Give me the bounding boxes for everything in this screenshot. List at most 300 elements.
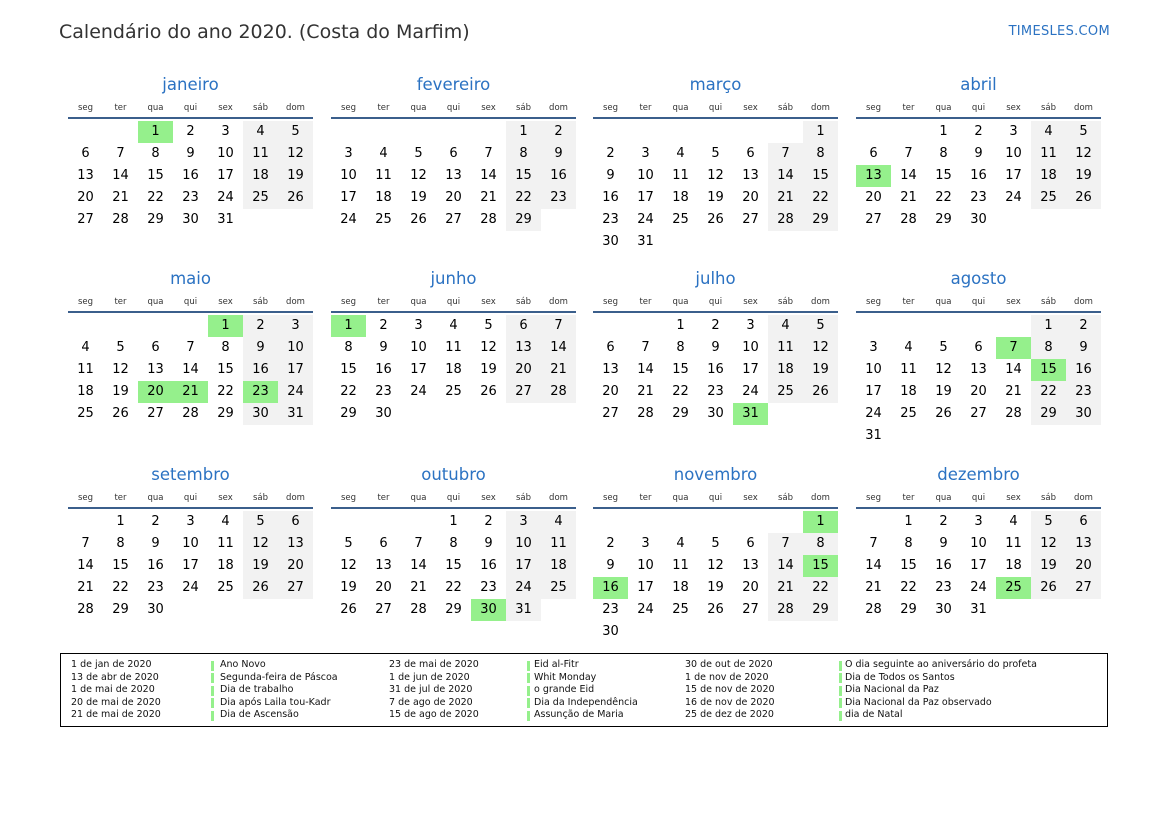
day-cell: 13 [375, 558, 392, 573]
day-cell: 3 [746, 318, 755, 333]
month-header-rule [331, 117, 576, 119]
day-cell: 14 [410, 558, 427, 573]
day-cell: 2 [606, 536, 615, 551]
day-cell: 5 [711, 146, 720, 161]
day-cell: 21 [768, 187, 803, 209]
day-cell: 29 [340, 406, 357, 421]
day-cell: 8 [151, 146, 160, 161]
day-cell: 21 [541, 359, 576, 381]
day-cell: 7 [81, 536, 90, 551]
holiday-day-cell: 30 [471, 599, 506, 621]
weekday-label: sáb [1040, 103, 1057, 113]
day-cell: 27 [865, 212, 882, 227]
day-cell: 10 [637, 558, 654, 573]
weekday-label: sex [1006, 103, 1021, 113]
day-cell: 3 [221, 124, 230, 139]
day-cell: 20 [1066, 555, 1101, 577]
day-cell: 21 [112, 190, 129, 205]
weekday-label: sáb [1040, 297, 1057, 307]
day-cell: 7 [768, 143, 803, 165]
month-name: julho [695, 269, 736, 288]
day-cell: 29 [935, 212, 952, 227]
day-cell: 14 [541, 337, 576, 359]
weekday-label: sex [743, 493, 758, 503]
weekday-label: seg [602, 493, 619, 503]
weekday-label: sex [1006, 493, 1021, 503]
day-cell: 24 [506, 577, 541, 599]
day-cell: 26 [480, 384, 497, 399]
weekday-label: qui [446, 297, 461, 307]
month-name: dezembro [937, 465, 1020, 484]
day-cell: 6 [974, 340, 983, 355]
day-cell: 9 [1066, 337, 1101, 359]
legend-holiday-name: Dia Nacional da Paz [845, 684, 939, 695]
day-cell: 22 [803, 187, 838, 209]
day-cell: 30 [602, 624, 619, 639]
month-header-rule [68, 311, 313, 313]
weekday-label: dom [549, 297, 568, 307]
holiday-day-cell: 16 [593, 577, 628, 599]
day-cell: 1 [904, 514, 913, 529]
day-cell: 8 [803, 533, 838, 555]
day-cell: 28 [410, 602, 427, 617]
weekday-label: seg [865, 297, 882, 307]
day-cell: 29 [803, 209, 838, 231]
day-cell: 19 [707, 190, 724, 205]
legend-color-marker [839, 661, 842, 671]
day-cell: 29 [147, 212, 164, 227]
day-cell: 8 [344, 340, 353, 355]
weekday-label: qua [410, 297, 427, 307]
month-name: outubro [421, 465, 486, 484]
day-cell: 26 [1031, 577, 1066, 599]
weekday-label: dom [286, 103, 305, 113]
legend-holiday-name: Ano Novo [220, 659, 266, 670]
day-cell: 17 [340, 190, 357, 205]
day-cell: 12 [243, 533, 278, 555]
day-cell: 21 [77, 580, 94, 595]
day-cell: 16 [375, 362, 392, 377]
day-cell: 30 [147, 602, 164, 617]
day-cell: 27 [375, 602, 392, 617]
day-cell: 29 [672, 406, 689, 421]
day-cell: 17 [637, 190, 654, 205]
legend-holiday-name: Dia de Todos os Santos [845, 671, 955, 683]
day-cell: 22 [672, 384, 689, 399]
day-cell: 8 [1031, 337, 1066, 359]
day-cell: 20 [602, 384, 619, 399]
weekday-label: sáb [252, 297, 269, 307]
day-cell: 11 [900, 362, 917, 377]
day-cell: 12 [112, 362, 129, 377]
day-cell: 14 [637, 362, 654, 377]
day-cell: 18 [900, 384, 917, 399]
day-cell: 10 [1005, 146, 1022, 161]
day-cell: 31 [970, 602, 987, 617]
month-header-rule [593, 311, 838, 313]
site-link[interactable]: TIMESLES.COM [1008, 24, 1110, 39]
day-cell: 29 [112, 602, 129, 617]
day-cell: 6 [506, 315, 541, 337]
day-cell: 16 [243, 359, 278, 381]
day-cell: 9 [541, 143, 576, 165]
legend-color-marker [211, 698, 214, 708]
day-cell: 4 [81, 340, 90, 355]
day-cell: 15 [506, 165, 541, 187]
day-cell: 23 [375, 384, 392, 399]
day-cell: 12 [1066, 143, 1101, 165]
weekday-label: qua [672, 297, 689, 307]
day-cell: 2 [1066, 315, 1101, 337]
day-cell: 30 [182, 212, 199, 227]
day-cell: 1 [939, 124, 948, 139]
day-cell: 4 [904, 340, 913, 355]
day-cell: 23 [602, 212, 619, 227]
day-cell: 19 [803, 359, 838, 381]
weekday-label: seg [865, 493, 882, 503]
day-cell: 28 [77, 602, 94, 617]
day-cell: 26 [707, 602, 724, 617]
day-cell: 1 [803, 121, 838, 143]
day-cell: 22 [147, 190, 164, 205]
day-cell: 23 [1066, 381, 1101, 403]
day-cell: 19 [480, 362, 497, 377]
weekday-label: qua [672, 493, 689, 503]
day-cell: 3 [344, 146, 353, 161]
day-cell: 18 [375, 190, 392, 205]
day-cell: 20 [445, 190, 462, 205]
weekday-label: qua [147, 103, 164, 113]
day-cell: 16 [935, 558, 952, 573]
legend-holiday-name: Assunção de Maria [534, 709, 624, 720]
day-cell: 2 [186, 124, 195, 139]
day-cell: 24 [970, 580, 987, 595]
day-cell: 12 [340, 558, 357, 573]
day-cell: 9 [243, 337, 278, 359]
day-cell: 21 [410, 580, 427, 595]
day-cell: 14 [77, 558, 94, 573]
weekday-label: ter [114, 493, 127, 503]
day-cell: 13 [742, 168, 759, 183]
weekday-label: qui [183, 493, 198, 503]
day-cell: 6 [869, 146, 878, 161]
day-cell: 27 [506, 381, 541, 403]
day-cell: 31 [506, 599, 541, 621]
legend-date: 20 de mai de 2020 [71, 696, 161, 708]
month-header-rule [331, 507, 576, 509]
day-cell: 24 [637, 602, 654, 617]
day-cell: 16 [602, 190, 619, 205]
weekday-label: dom [549, 493, 568, 503]
weekday-label: qua [147, 297, 164, 307]
weekday-label: seg [77, 297, 94, 307]
legend-date: 15 de nov de 2020 [685, 684, 775, 695]
day-cell: 17 [410, 362, 427, 377]
day-cell: 29 [506, 209, 541, 231]
day-cell: 15 [900, 558, 917, 573]
day-cell: 6 [1066, 511, 1101, 533]
day-cell: 26 [935, 406, 952, 421]
day-cell: 4 [379, 146, 388, 161]
day-cell: 25 [768, 381, 803, 403]
day-cell: 8 [904, 536, 913, 551]
day-cell: 11 [672, 558, 689, 573]
day-cell: 17 [1005, 168, 1022, 183]
weekday-label: dom [811, 493, 830, 503]
day-cell: 6 [151, 340, 160, 355]
day-cell: 16 [1066, 359, 1101, 381]
day-cell: 21 [865, 580, 882, 595]
day-cell: 16 [147, 558, 164, 573]
weekday-label: ter [902, 493, 915, 503]
day-cell: 6 [746, 536, 755, 551]
weekday-label: qua [935, 493, 952, 503]
weekday-label: dom [549, 103, 568, 113]
day-cell: 12 [707, 168, 724, 183]
day-cell: 13 [970, 362, 987, 377]
day-cell: 4 [676, 536, 685, 551]
holiday-day-cell: 15 [1031, 359, 1066, 381]
day-cell: 10 [278, 337, 313, 359]
legend-holiday-name: Dia da Independência [534, 696, 638, 708]
holiday-day-cell: 13 [856, 165, 891, 187]
day-cell: 3 [414, 318, 423, 333]
day-cell: 24 [217, 190, 234, 205]
legend-date: 21 de mai de 2020 [71, 709, 161, 720]
day-cell: 11 [243, 143, 278, 165]
day-cell: 9 [151, 536, 160, 551]
day-cell: 28 [480, 212, 497, 227]
day-cell: 31 [637, 234, 654, 249]
legend-date: 1 de nov de 2020 [685, 671, 769, 683]
day-cell: 5 [1066, 121, 1101, 143]
weekday-label: sex [218, 297, 233, 307]
month-name: junho [430, 269, 477, 288]
day-cell: 17 [506, 555, 541, 577]
day-cell: 28 [112, 212, 129, 227]
legend-color-marker [527, 698, 530, 708]
day-cell: 17 [182, 558, 199, 573]
day-cell: 7 [116, 146, 125, 161]
day-cell: 15 [340, 362, 357, 377]
day-cell: 30 [707, 406, 724, 421]
weekday-label: sáb [777, 103, 794, 113]
day-cell: 10 [506, 533, 541, 555]
day-cell: 25 [217, 580, 234, 595]
day-cell: 23 [147, 580, 164, 595]
day-cell: 22 [900, 580, 917, 595]
day-cell: 20 [375, 580, 392, 595]
day-cell: 5 [278, 121, 313, 143]
day-cell: 28 [182, 406, 199, 421]
day-cell: 17 [637, 580, 654, 595]
day-cell: 29 [217, 406, 234, 421]
day-cell: 21 [900, 190, 917, 205]
month-header-rule [593, 507, 838, 509]
weekday-label: ter [639, 493, 652, 503]
day-cell: 7 [869, 536, 878, 551]
month-header-rule [68, 507, 313, 509]
legend-holiday-name: Dia após Laila tou-Kadr [220, 696, 331, 708]
weekday-label: ter [114, 103, 127, 113]
legend-color-marker [211, 711, 214, 721]
day-cell: 4 [221, 514, 230, 529]
day-cell: 19 [243, 555, 278, 577]
day-cell: 18 [672, 190, 689, 205]
day-cell: 19 [410, 190, 427, 205]
day-cell: 24 [340, 212, 357, 227]
day-cell: 26 [112, 406, 129, 421]
legend-holiday-name: o grande Eid [534, 684, 595, 695]
day-cell: 25 [375, 212, 392, 227]
legend-date: 1 de mai de 2020 [71, 684, 155, 695]
holiday-day-cell: 7 [996, 337, 1031, 359]
legend-date: 15 de ago de 2020 [389, 709, 479, 720]
day-cell: 10 [637, 168, 654, 183]
month-name: abril [960, 75, 997, 94]
day-cell: 12 [935, 362, 952, 377]
day-cell: 10 [410, 340, 427, 355]
day-cell: 13 [1066, 533, 1101, 555]
day-cell: 26 [243, 577, 278, 599]
day-cell: 3 [641, 536, 650, 551]
day-cell: 18 [77, 384, 94, 399]
day-cell: 23 [182, 190, 199, 205]
day-cell: 25 [243, 187, 278, 209]
day-cell: 2 [974, 124, 983, 139]
day-cell: 29 [445, 602, 462, 617]
day-cell: 13 [602, 362, 619, 377]
weekday-label: ter [377, 103, 390, 113]
day-cell: 29 [1031, 403, 1066, 425]
weekday-label: sex [481, 493, 496, 503]
day-cell: 1 [676, 318, 685, 333]
day-cell: 11 [375, 168, 392, 183]
weekday-label: qui [446, 493, 461, 503]
weekday-label: qui [183, 297, 198, 307]
day-cell: 17 [865, 384, 882, 399]
day-cell: 27 [445, 212, 462, 227]
weekday-label: sex [743, 297, 758, 307]
day-cell: 25 [672, 212, 689, 227]
day-cell: 6 [746, 146, 755, 161]
legend-date: 1 de jan de 2020 [71, 659, 152, 670]
weekday-label: ter [114, 297, 127, 307]
weekday-label: seg [340, 297, 357, 307]
weekday-label: seg [340, 103, 357, 113]
day-cell: 8 [506, 143, 541, 165]
weekday-label: dom [286, 493, 305, 503]
day-cell: 14 [1005, 362, 1022, 377]
holiday-day-cell: 1 [803, 511, 838, 533]
day-cell: 2 [606, 146, 615, 161]
day-cell: 22 [1031, 381, 1066, 403]
day-cell: 5 [803, 315, 838, 337]
day-cell: 26 [278, 187, 313, 209]
legend-date: 23 de mai de 2020 [389, 659, 479, 670]
day-cell: 15 [672, 362, 689, 377]
day-cell: 19 [1066, 165, 1101, 187]
day-cell: 11 [217, 536, 234, 551]
day-cell: 23 [541, 187, 576, 209]
day-cell: 5 [414, 146, 423, 161]
day-cell: 12 [410, 168, 427, 183]
month-header-rule [856, 311, 1101, 313]
day-cell: 15 [217, 362, 234, 377]
day-cell: 5 [484, 318, 493, 333]
day-cell: 28 [637, 406, 654, 421]
weekday-label: qui [708, 297, 723, 307]
weekday-label: qua [410, 103, 427, 113]
weekday-label: qui [971, 297, 986, 307]
day-cell: 12 [1031, 533, 1066, 555]
day-cell: 6 [606, 340, 615, 355]
day-cell: 28 [865, 602, 882, 617]
legend-date: 7 de ago de 2020 [389, 696, 473, 708]
weekday-label: qua [672, 103, 689, 113]
day-cell: 18 [672, 580, 689, 595]
day-cell: 21 [480, 190, 497, 205]
day-cell: 7 [414, 536, 423, 551]
day-cell: 2 [151, 514, 160, 529]
day-cell: 3 [974, 514, 983, 529]
weekday-label: sex [218, 103, 233, 113]
weekday-label: ter [902, 297, 915, 307]
legend-color-marker [527, 661, 530, 671]
day-cell: 20 [506, 359, 541, 381]
page-title: Calendário do ano 2020. (Costa do Marfim) [59, 21, 470, 43]
day-cell: 23 [707, 384, 724, 399]
day-cell: 20 [278, 555, 313, 577]
day-cell: 22 [935, 190, 952, 205]
day-cell: 2 [541, 121, 576, 143]
day-cell: 31 [865, 428, 882, 443]
day-cell: 3 [506, 511, 541, 533]
day-cell: 28 [768, 209, 803, 231]
day-cell: 19 [707, 580, 724, 595]
day-cell: 24 [865, 406, 882, 421]
day-cell: 20 [77, 190, 94, 205]
day-cell: 17 [217, 168, 234, 183]
month-name: fevereiro [416, 75, 491, 94]
day-cell: 10 [865, 362, 882, 377]
day-cell: 1 [506, 121, 541, 143]
holiday-day-cell: 1 [331, 315, 366, 337]
day-cell: 18 [541, 555, 576, 577]
day-cell: 18 [768, 359, 803, 381]
day-cell: 14 [112, 168, 129, 183]
day-cell: 22 [112, 580, 129, 595]
day-cell: 25 [900, 406, 917, 421]
legend-color-marker [211, 686, 214, 696]
legend-color-marker [839, 711, 842, 721]
day-cell: 23 [935, 580, 952, 595]
weekday-label: qua [935, 297, 952, 307]
day-cell: 6 [449, 146, 458, 161]
day-cell: 4 [1031, 121, 1066, 143]
weekday-label: ter [639, 103, 652, 113]
day-cell: 19 [1031, 555, 1066, 577]
legend-holiday-name: Segunda-feira de Páscoa [220, 671, 338, 683]
day-cell: 9 [939, 536, 948, 551]
day-cell: 22 [340, 384, 357, 399]
day-cell: 22 [506, 187, 541, 209]
day-cell: 12 [803, 337, 838, 359]
legend-date: 25 de dez de 2020 [685, 709, 774, 720]
day-cell: 23 [970, 190, 987, 205]
month-name: novembro [673, 465, 758, 484]
day-cell: 18 [243, 165, 278, 187]
